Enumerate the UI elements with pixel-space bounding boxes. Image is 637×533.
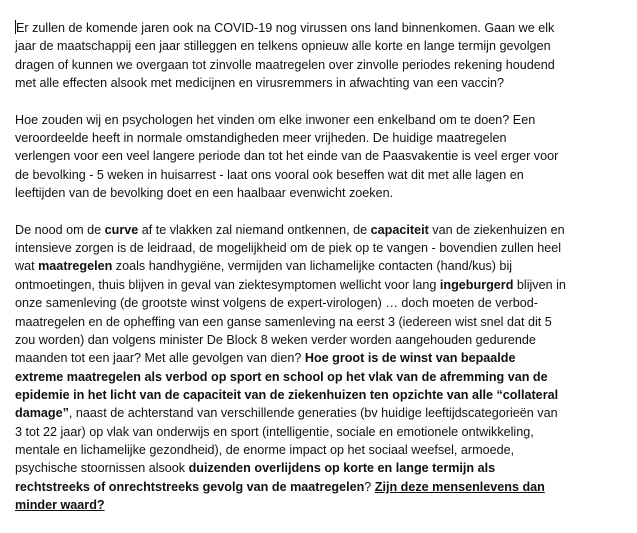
paragraph-2-line: Hoe zouden wij en psychologen het vinden om elke inwoner een enkelband om te doen? Een [15,112,536,127]
text-run: blijven in [513,277,566,292]
paragraph-3-line [15,221,627,239]
paragraph-3-line: maatregelen en de opheffing van een ganse samenleving na eerst 3 (iedereen wist snel dat dit 5 [15,314,552,329]
paragraph-3-line [15,404,627,422]
text-run: zoals handhygiëne, vermijden van lichamelijke contacten (hand/kus) bij [112,259,513,274]
document-body [15,19,627,533]
paragraph-3-line: onze samenleving (de grootste winst volgens de expert-virologen) … doch moeten de verbod- [15,296,538,311]
bold-underlined-text: Zijn deze mensenlevens dan [374,479,545,494]
paragraph-3-line: zou worden) dan volgens minister De Block 8 weken verder worden aangehouden gedurende [15,332,536,347]
paragraph-1-line: met alle effecten alsook met medicijnen en virusremmers in afwachting van een vaccin? [15,76,505,91]
paragraph-1-line: jaar de maatschappij een jaar stilleggen en telkens opnieuw alle korte en lange termijn gevolgen [15,39,551,54]
paragraph-3-line: intensieve zorgen is de leidraad, de mogelijkheid om de piek op te vangen - bovendien zullen heel [15,241,562,256]
text-run: , naast de achterstand van verschillende generaties (bv huidige leeftijdscategorieën van [68,406,558,421]
paragraph-2-line: veroordeelde heeft in normale omstandigheden meer vrijheden. De huidige maatregelen [15,131,507,146]
paragraph-3-line [15,257,627,275]
paragraph-3-line [15,276,627,294]
paragraph-2-line: verlengen voor een veel langere periode dan tot het einde van de Paasvakentie is veel erger voor [15,149,559,164]
paragraph-3-line: 3 tot 22 jaar) op vlak van onderwijs en sport (intelligentie, sociale en emotionele ontwikkeling, [15,424,534,439]
bold-text: ingeburgerd [439,277,514,292]
paragraph-3-line: extreme maatregelen als verbod op sport en school op het vlak van de afremming van de [15,369,548,384]
bold-text: curve [104,222,139,237]
paragraph-3-line: mentale en lichamelijke gezondheid), de enorme impact op het sociaal weefsel, armoede, [15,442,515,457]
bold-text: duizenden overlijdens op korte en lange termijn als [188,461,496,476]
paragraph-3-line: epidemie in het licht van de capaciteit van de ziekenhuizen ten opzichte van alle “collateral [15,387,559,402]
bold-text: damage” [15,406,69,421]
text-run: ? [364,479,375,494]
paragraph-3-line [15,349,627,367]
bold-text: maatregelen [38,259,113,274]
paragraph-3-line [15,478,627,496]
line-text: Er zullen de komende jaren ook na COVID-19 nog virussen ons land binnenkomen. Gaan we elk [16,21,555,35]
paragraph-3-line [15,459,627,477]
bold-text: rechtstreeks of onrechtstreeks gevolg van de maatregelen [15,479,365,494]
text-run: ontmoetingen, thuis blijven in geval van ziektesymptomen wellicht voor lang [15,277,440,292]
paragraph-2 [15,111,627,203]
text-run: De nood om de [15,222,105,237]
text-run: van de ziekenhuizen en [428,222,565,237]
bold-text: Hoe groot is de winst van bepaalde [304,351,516,366]
paragraph-2-line: de bevolking - 5 weken in huisarrest - laat ons vooral ook beseffen wat dit met alle lagen en [15,167,524,182]
text-run: af te vlakken zal niemand ontkennen, de [138,222,371,237]
paragraph-1 [15,19,627,92]
paragraph-3 [15,221,627,515]
paragraph-1-line [15,19,627,37]
text-run: psychische stoornissen alsook [15,461,189,476]
paragraph-3-line: minder waard? [15,497,105,512]
text-run: wat [15,259,39,274]
paragraph-2-line: leeftijden van de bevolking doet en een haalbaar evenwicht zoeken. [15,186,394,201]
bold-text: capaciteit [370,222,429,237]
paragraph-1-line: dragen of kunnen we overgaan tot zinvolle maatregelen over zinvolle periodes rekening houdend [15,57,555,72]
text-run: maanden tot een jaar? Met alle gevolgen van dien? [15,351,305,366]
